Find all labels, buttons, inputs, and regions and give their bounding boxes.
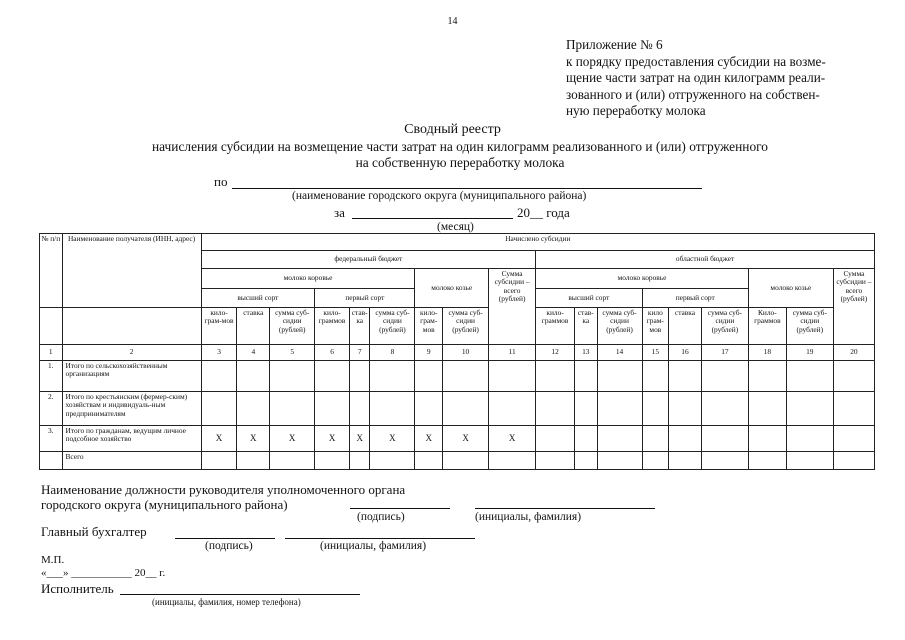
year-label: 20__ года [517,205,570,220]
x-mark: X [237,426,270,452]
leaf-header: сумма суб-сидии (рублей) [786,308,833,345]
table-cell[interactable] [536,452,575,470]
header-reg-total: Сумма субсидии – всего (рублей) [833,269,874,345]
column-number: 19 [786,345,833,361]
executor-label: Исполнитель [41,581,114,596]
table-cell[interactable] [270,392,315,426]
table-cell[interactable] [575,392,598,426]
leaf-header: кило-граммов [536,308,575,345]
table-row [40,361,875,392]
accountant-initials-field[interactable] [285,538,475,539]
table-row-total [40,452,875,470]
column-number: 18 [748,345,786,361]
stamp-place: М.П. [41,554,65,566]
table-cell[interactable] [489,392,536,426]
column-number: 4 [237,345,270,361]
leaf-header: кило-грам-мов [201,308,237,345]
subtitle-line: на собственную переработку молока [355,155,565,170]
table-cell[interactable] [536,361,575,392]
header-fed-first-grade: первый сорт [315,289,415,308]
row-name: Итого по гражданам, ведущим личное подсобное хозяйство [62,426,201,452]
header-regional: областной бюджет [536,251,875,269]
accountant-signature-field[interactable] [175,538,275,539]
table-cell[interactable] [597,426,642,452]
table-cell[interactable] [237,452,270,470]
table-cell[interactable] [349,452,369,470]
table-cell[interactable] [748,361,786,392]
leaf-header: ставка [237,308,270,345]
row-name: Итого по сельскохозяйственным организациям [62,361,201,392]
appendix-line: щение части затрат на один килограмм реали- [566,70,826,86]
x-mark: X [415,426,443,452]
header-accrued: Начислено субсидии [201,234,874,251]
table-cell[interactable] [786,361,833,392]
table-cell[interactable] [237,361,270,392]
table-cell[interactable] [349,361,369,392]
row-num: 1. [40,361,63,392]
initials-caption: (инициалы, фамилия) [320,540,427,552]
row-name: Итого по крестьянским (фермер-ским) хозяйствам и индивидуаль-ным предпринимателям [62,392,201,426]
table-cell[interactable] [642,392,669,426]
x-mark: X [270,426,315,452]
table-cell[interactable] [270,452,315,470]
table-cell[interactable] [201,452,237,470]
table-cell[interactable] [597,452,642,470]
table-cell[interactable] [370,361,415,392]
leaf-header: сумма суб-сидии (рублей) [370,308,415,345]
table-cell[interactable] [701,392,748,426]
column-number: 20 [833,345,874,361]
table-cell[interactable] [443,452,489,470]
table-cell[interactable] [575,426,598,452]
x-mark: X [489,426,536,452]
x-mark: X [201,426,237,452]
register-table [39,233,875,470]
header-reg-first-grade: первый сорт [642,289,748,308]
table-cell[interactable] [489,361,536,392]
initials-caption: (инициалы, фамилия) [475,511,582,523]
table-cell[interactable] [536,392,575,426]
table-cell[interactable] [701,452,748,470]
table-cell[interactable] [536,426,575,452]
header-federal: федеральный бюджет [201,251,536,269]
table-cell[interactable] [349,392,369,426]
column-number: 8 [370,345,415,361]
column-number: 11 [489,345,536,361]
table-cell[interactable] [597,361,642,392]
executor-field[interactable] [120,594,360,595]
leaf-header: кило-грам-мов [415,308,443,345]
signature-caption: (подпись) [205,540,253,552]
column-number: 9 [415,345,443,361]
table-cell[interactable] [315,392,350,426]
x-mark: X [349,426,369,452]
month-field[interactable] [352,218,513,219]
table-cell[interactable] [669,392,702,426]
table-cell[interactable] [575,361,598,392]
month-caption: (месяц) [437,221,474,233]
appendix-line: ную переработку молока [566,103,706,119]
header-reg-cow: молоко коровье [536,269,749,289]
date-field[interactable]: «___» ___________ 20__ г. [41,567,166,579]
header-recipient: Наименование получателя (ИНН, адрес) [62,234,201,308]
table-cell[interactable] [370,392,415,426]
head-position-line: Наименование должности руководителя уполномоченного органа [41,482,406,497]
x-mark: X [443,426,489,452]
appendix-block [566,37,866,120]
leaf-header: сумма суб-сидии (рублей) [443,308,489,345]
leaf-header: став-ка [575,308,598,345]
subtitle-line: начисления субсидии на возмещение части затрат на один килограмм реализованного и (или) отгруженного [151,139,768,154]
leaf-header: сумма суб-сидии (рублей) [270,308,315,345]
header-fed-goat: молоко козье [415,269,489,308]
table-cell[interactable] [315,452,350,470]
table-cell[interactable] [833,426,874,452]
po-label: по [214,174,228,189]
head-position-line: городского округа (муниципального района) [41,497,288,512]
x-mark: X [370,426,415,452]
column-number: 12 [536,345,575,361]
column-number: 10 [443,345,489,361]
signature-caption: (подпись) [357,511,405,523]
column-number: 1 [40,345,63,361]
table-cell[interactable] [443,392,489,426]
leaf-header: кило грам-мов [642,308,669,345]
executor-caption: (инициалы, фамилия, номер телефона) [152,597,301,607]
table-cell[interactable] [642,426,669,452]
table-cell[interactable] [669,361,702,392]
header-reg-goat: молоко козье [748,269,833,308]
head-signature-field[interactable] [350,508,450,509]
column-number: 14 [597,345,642,361]
column-number: 15 [642,345,669,361]
leaf-header: сумма суб-сидии (рублей) [597,308,642,345]
x-mark: X [315,426,350,452]
chief-accountant-label: Главный бухгалтер [41,524,147,539]
header-recipient-filler [62,308,201,345]
column-number: 3 [201,345,237,361]
leaf-header: Кило-граммов [748,308,786,345]
head-initials-field[interactable] [475,508,655,509]
column-number-row [40,345,875,361]
municipality-field[interactable] [232,188,702,189]
table-cell[interactable] [575,452,598,470]
table-cell[interactable] [833,361,874,392]
table-cell[interactable] [642,452,669,470]
table-cell[interactable] [315,361,350,392]
header-num-filler [40,308,63,345]
table-cell[interactable] [642,361,669,392]
row-num: 3. [40,426,63,452]
document-title: Сводный реестр [404,122,501,137]
table-cell[interactable] [701,361,748,392]
table-cell[interactable] [443,361,489,392]
column-number: 5 [270,345,315,361]
table-cell[interactable] [833,452,874,470]
column-number: 17 [701,345,748,361]
leaf-header: сумма суб-сидии (рублей) [701,308,748,345]
table-cell[interactable] [201,392,237,426]
leaf-header: ставка [669,308,702,345]
table-cell[interactable] [201,361,237,392]
table-cell[interactable] [597,392,642,426]
column-number: 13 [575,345,598,361]
document-subtitle [100,139,820,171]
leaf-header: став-ка [349,308,369,345]
column-number: 7 [349,345,369,361]
za-label: за [334,205,345,220]
row-num: 2. [40,392,63,426]
table-cell[interactable] [370,452,415,470]
table-cell[interactable] [669,426,702,452]
table-cell[interactable] [748,392,786,426]
table-cell[interactable] [669,452,702,470]
table-cell[interactable] [833,392,874,426]
appendix-line: зованного и (или) отгруженного на собствен- [566,86,820,102]
column-number: 2 [62,345,201,361]
page-number: 14 [447,16,458,27]
column-number: 6 [315,345,350,361]
table-cell[interactable] [237,392,270,426]
row-name: Всего [62,452,201,470]
table-row [40,426,875,452]
table-cell[interactable] [270,361,315,392]
table-cell[interactable] [489,452,536,470]
table-cell[interactable] [786,392,833,426]
header-fed-top-grade: высший сорт [201,289,315,308]
municipality-caption: (наименование городского округа (муниципального района) [292,190,587,202]
table-row [40,392,875,426]
header-num: № п/п [40,234,63,308]
appendix-title: Приложение № 6 [566,37,663,52]
row-num [40,452,63,470]
table-cell[interactable] [415,361,443,392]
table-cell[interactable] [786,426,833,452]
appendix-line: к порядку предоставления субсидии на возме- [566,53,826,69]
table-cell[interactable] [415,452,443,470]
header-fed-total: Сумма субсидии – всего (рублей) [489,269,536,345]
table-cell[interactable] [786,452,833,470]
header-reg-top-grade: высший сорт [536,289,642,308]
leaf-header: кило-граммов [315,308,350,345]
table-cell[interactable] [415,392,443,426]
header-fed-cow: молоко коровье [201,269,415,289]
table-cell[interactable] [748,452,786,470]
column-number: 16 [669,345,702,361]
table-cell[interactable] [748,426,786,452]
table-cell[interactable] [701,426,748,452]
